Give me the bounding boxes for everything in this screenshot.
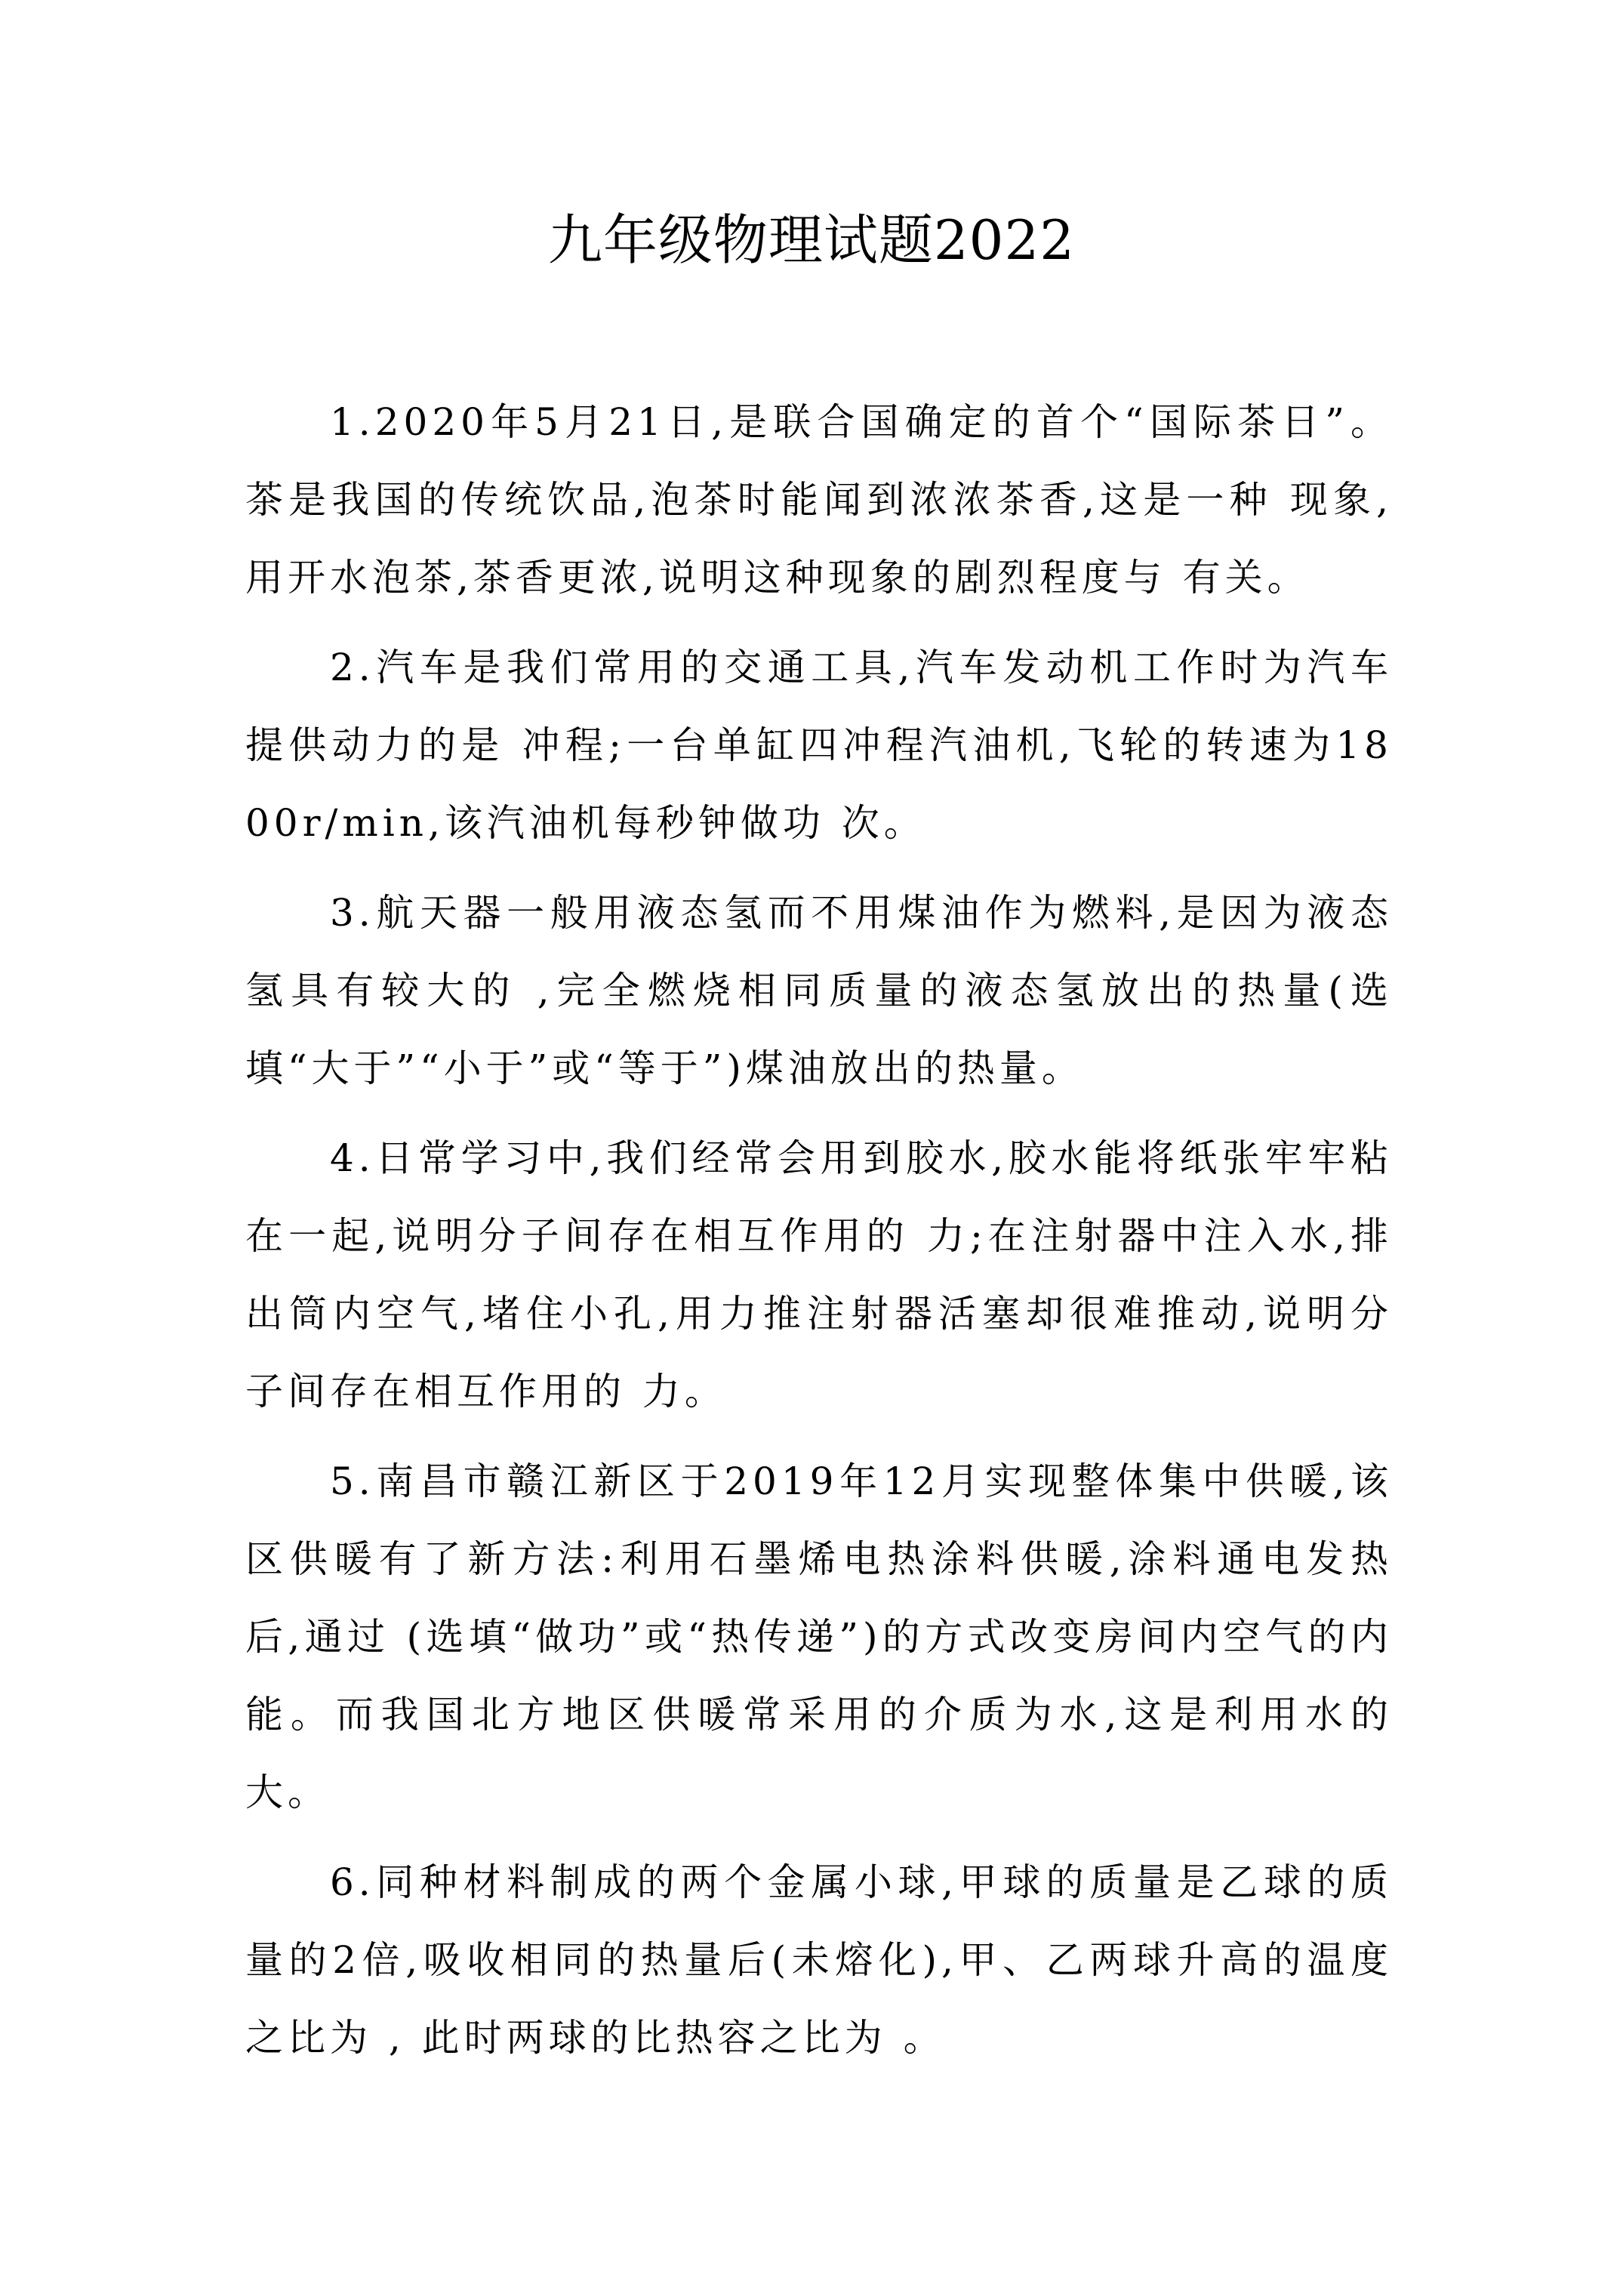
question-1: 1.2020年5月21日,是联合国确定的首个“国际茶日”。茶是我国的传统饮品,泡茶时能闻到浓浓茶香,这是一种 现象,用开水泡茶,茶香更浓,说明这种现象的剧烈程度与 有关。 [245, 400, 1393, 599]
question-6: 6.同种材料制成的两个金属小球,甲球的质量是乙球的质量的2倍,吸收相同的热量后(未熔化),甲、乙两球升高的温度之比为 , 此时两球的比热容之比为 。 [245, 1860, 1393, 2060]
question-4: 4.日常学习中,我们经常会用到胶水,胶水能将纸张牢牢粘在一起,说明分子间存在相互作用的 力;在注射器中注入水,排出筒内空气,堵住小孔,用力推注射器活塞却很难推动,说明分子间存在相互作用的 力。 [245, 1136, 1393, 1413]
question-5: 5.南昌市赣江新区于2019年12月实现整体集中供暖,该区供暖有了新方法:利用石墨烯电热涂料供暖,涂料通电发热后,通过 (选填“做功”或“热传递”)的方式改变房间内空气的内能。而我国北方地区供暖常采用的介质为水,这是利用水的 大。 [245, 1459, 1393, 1814]
question-2: 2.汽车是我们常用的交通工具,汽车发动机工作时为汽车提供动力的是 冲程;一台单缸四冲程汽油机,飞轮的转速为1800r/min,该汽油机每秒钟做功 次。 [245, 646, 1393, 845]
question-list [245, 384, 1393, 2089]
question-3: 3.航天器一般用液态氢而不用煤油作为燃料,是因为液态氢具有较大的 ,完全燃烧相同质量的液态氢放出的热量(选填“大于”“小于”或“等于”)煤油放出的热量。 [245, 891, 1393, 1090]
document-title: 九年级物理试题2022 [547, 208, 1076, 272]
